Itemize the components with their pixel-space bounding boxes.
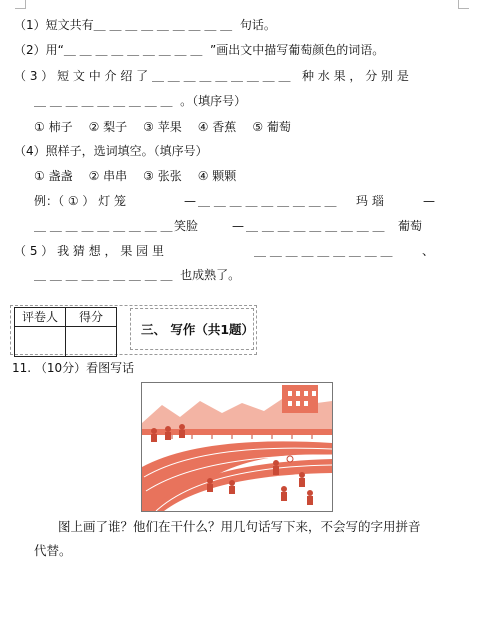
score-header: 得分 — [66, 308, 117, 327]
answer-blank[interactable]: ＿ ＿ ＿ ＿ ＿ ＿ ＿ ＿ ＿ — [34, 94, 173, 108]
option-item: ③ 苹果 — [143, 120, 182, 134]
question-2-text: （2）用“ — [14, 43, 64, 57]
answer-blank[interactable]: ＿ ＿ ＿ ＿ ＿ ＿ ＿ ＿ ＿ — [93, 18, 233, 32]
word-label: 葡萄 — [398, 219, 423, 233]
writing-prompt-line-1: 图上画了谁？他们在干什么？用几句话写下来，不会写的字用拼音 — [58, 519, 421, 534]
separator: 、 — [422, 244, 435, 258]
question-3-text: （ 3 ） 短 文 中 介 绍 了 — [14, 69, 149, 83]
question-5-text: （ 5 ） 我 猜 想 ， 果 园 里 — [14, 244, 164, 258]
question-4-title: （4）照样子，选词填空。（填序号） — [14, 144, 208, 158]
answer-blank[interactable]: ＿ ＿ ＿ ＿ ＿ ＿ ＿ ＿ ＿ — [254, 244, 393, 258]
option-item: ④ 颗颗 — [197, 169, 237, 183]
question-1-text: （1）短文共有 — [14, 18, 94, 32]
option-item: ② 梨子 — [88, 120, 128, 134]
option-item: ① 盏盏 — [34, 169, 73, 183]
score-section — [10, 305, 257, 355]
running-track-picture — [141, 382, 333, 512]
answer-blank[interactable]: ＿ ＿ ＿ ＿ ＿ ＿ ＿ ＿ ＿ — [151, 69, 291, 83]
question-5-suffix: 也成熟了。 — [180, 268, 241, 282]
page-corner-mark-left — [15, 0, 26, 9]
question-3-middle: 种 水 果 ， 分 别 是 — [301, 69, 409, 83]
answer-blank[interactable]: ＿ ＿ ＿ ＿ ＿ ＿ ＿ ＿ ＿ — [246, 219, 385, 233]
dash: — — [232, 219, 244, 233]
dash: — — [184, 194, 196, 208]
answer-blank[interactable]: ＿ ＿ ＿ ＿ ＿ ＿ ＿ ＿ ＿ — [198, 194, 337, 208]
option-item: ⑤ 葡萄 — [252, 120, 291, 134]
grader-cell[interactable] — [15, 327, 66, 357]
answer-blank[interactable]: ＿ ＿ ＿ ＿ ＿ ＿ ＿ ＿ ＿ — [34, 268, 173, 282]
question-2-suffix: ”画出文中描写葡萄颜色的词语。 — [210, 43, 385, 57]
question-4-example — [34, 194, 434, 208]
page-corner-mark-right — [458, 0, 469, 9]
score-table — [14, 307, 117, 357]
question-4-line-2 — [34, 219, 434, 233]
grader-header: 评卷人 — [15, 308, 66, 327]
question-1-suffix: 句话。 — [239, 18, 276, 32]
option-item: ② 串串 — [88, 169, 128, 183]
answer-blank[interactable]: ＿ ＿ ＿ ＿ ＿ ＿ ＿ ＿ ＿ — [34, 219, 173, 233]
question-4-options — [34, 169, 252, 183]
answer-blank[interactable]: ＿ ＿ ＿ ＿ ＿ ＿ ＿ ＿ ＿ — [63, 43, 203, 57]
section-title: 三、 写作（共1题） — [130, 308, 254, 350]
question-3 — [14, 69, 409, 83]
question-3-line-2 — [34, 94, 246, 108]
option-item: ① 柿子 — [34, 120, 73, 134]
question-5 — [14, 244, 434, 258]
score-cell[interactable] — [66, 327, 117, 357]
question-3-suffix: 。（填序号） — [180, 94, 247, 108]
question-11-label: 11. （10分）看图写话 — [12, 361, 135, 375]
example-text: 例：（ ① ） 灯 笼 — [34, 194, 127, 208]
word-label: 笑脸 — [174, 219, 199, 233]
question-3-options — [34, 120, 307, 134]
question-5-line-2 — [34, 268, 240, 282]
option-item: ④ 香蕉 — [197, 120, 237, 134]
option-item: ③ 张张 — [143, 169, 182, 183]
question-2 — [14, 43, 384, 57]
word-label: 玛 瑙 — [356, 194, 384, 208]
writing-prompt-line-2: 代替。 — [34, 543, 72, 558]
question-1 — [14, 18, 276, 32]
dash: — — [423, 194, 435, 208]
track-illustration — [142, 383, 332, 511]
